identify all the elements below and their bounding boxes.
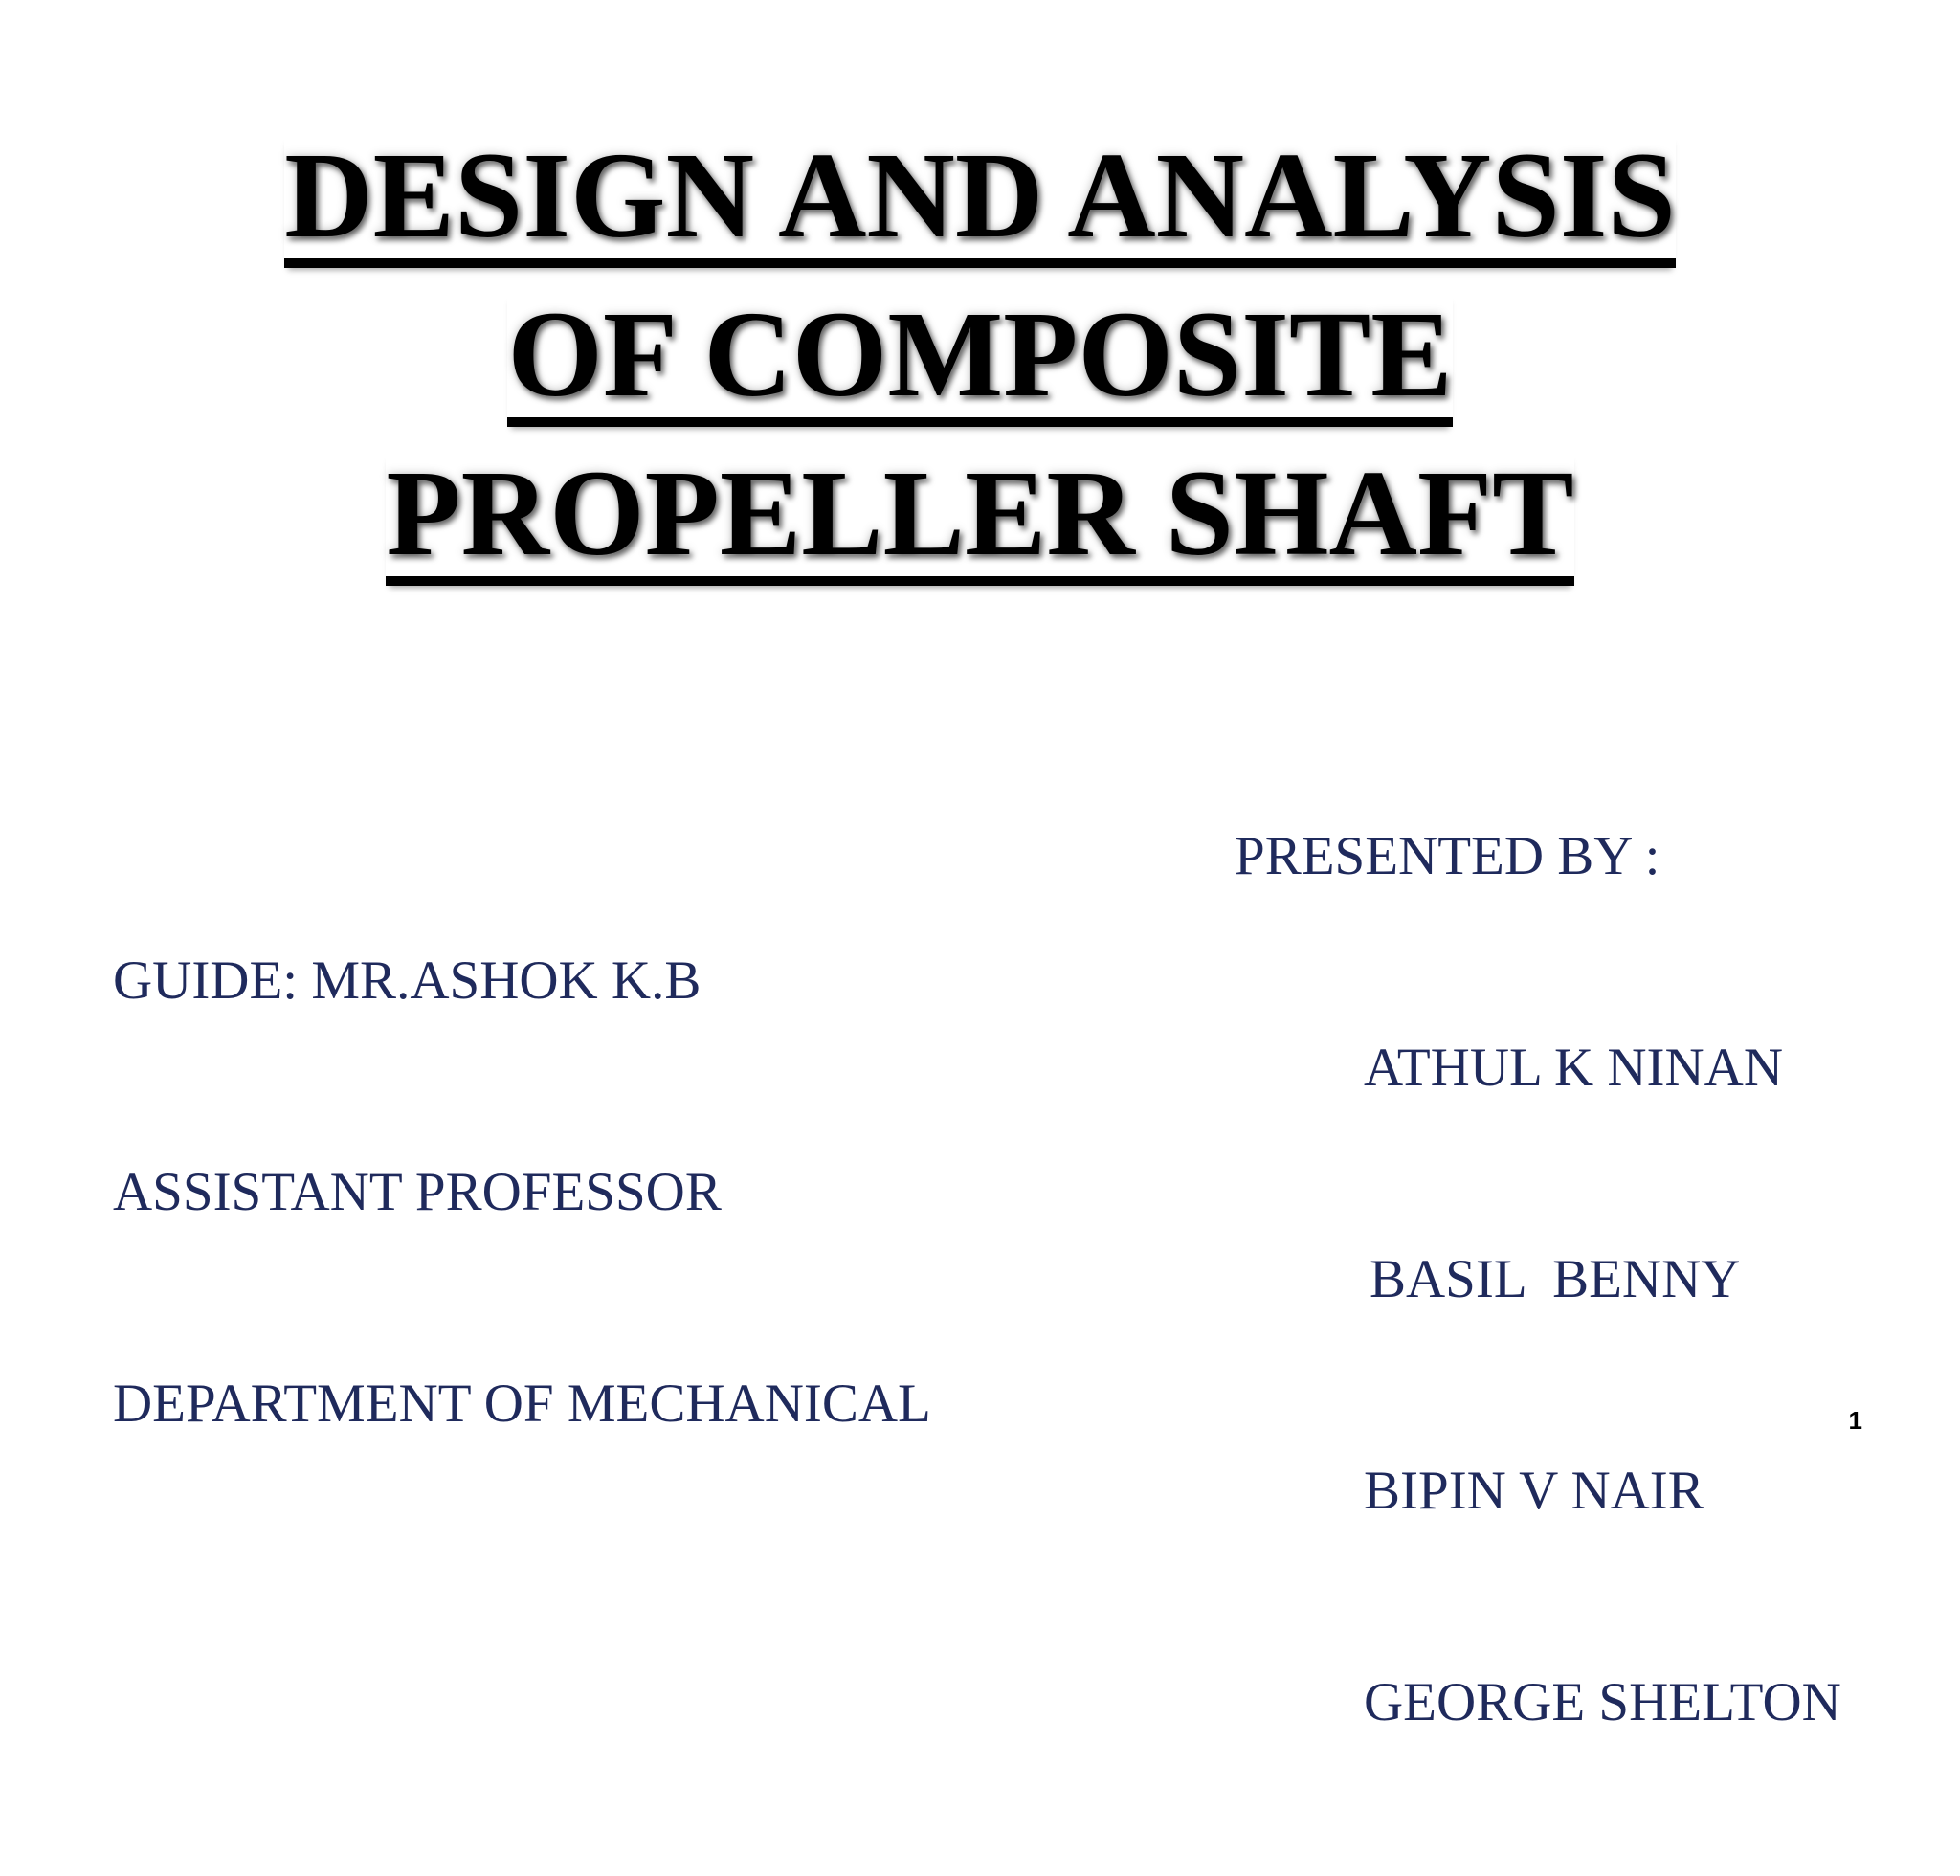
title-line	[0, 127, 1960, 293]
title-line-text: PROPELLER SHAFT	[386, 452, 1573, 586]
title-line-text: OF COMPOSITE	[507, 293, 1452, 427]
page-number: 1	[1848, 1406, 1862, 1435]
presenter-name: BIPIN V NAIR	[1364, 1461, 1704, 1521]
presenter-name: ATHUL K NINAN	[1364, 1038, 1783, 1098]
guide-designation: ASSISTANT PROFESSOR	[113, 1162, 722, 1222]
guide-block	[113, 818, 931, 1577]
guide-name: GUIDE: MR.ASHOK K.B	[113, 950, 702, 1011]
presenter-name: BASIL BENNY	[1370, 1249, 1741, 1309]
title-line	[0, 286, 1960, 452]
presented-by-heading: PRESENTED BY :	[1235, 826, 1660, 886]
presenter-name: GEORGE SHELTON	[1364, 1672, 1841, 1732]
guide-department: DEPARTMENT OF MECHANICAL	[113, 1374, 931, 1434]
title-line-text: DESIGN AND ANALYSIS	[284, 134, 1676, 268]
presenter-list	[1364, 905, 1841, 1876]
slide-title	[0, 127, 1960, 611]
title-line	[0, 445, 1960, 611]
